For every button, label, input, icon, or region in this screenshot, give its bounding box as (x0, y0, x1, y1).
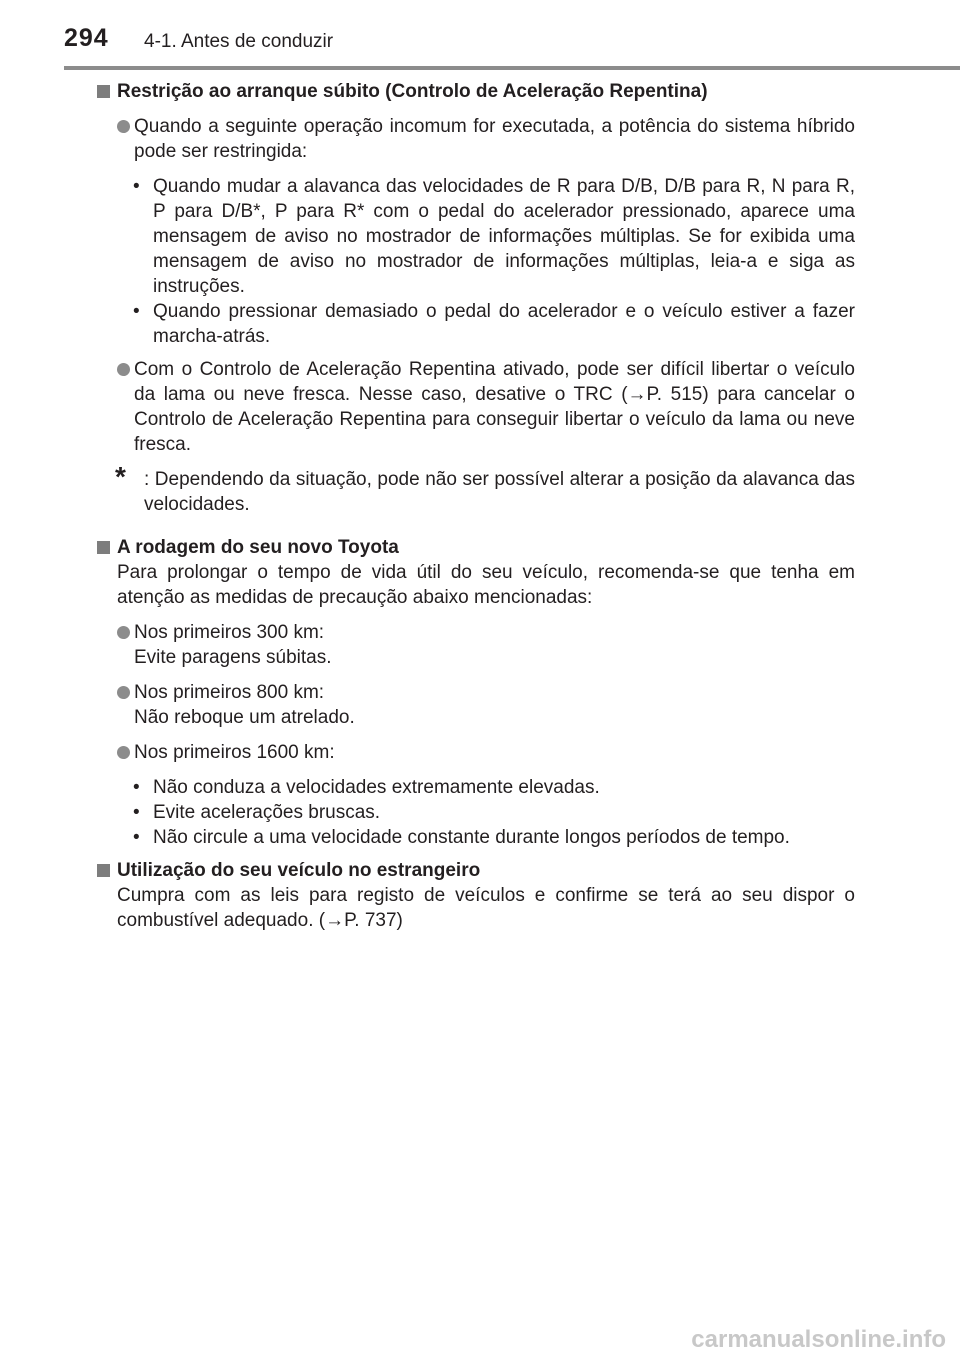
sub-item-text: Quando pressionar demasiado o pedal do acelerador e o veículo estiver a fazer marcha-atrás. (153, 301, 855, 347)
heading-text: Restrição ao arranque súbito (Controlo de Aceleração Repentina) (117, 81, 708, 102)
page-content (97, 79, 855, 943)
dot-marker-icon: • (133, 301, 140, 322)
bullet-text: Não reboque um atrelado. (134, 707, 355, 728)
section-intro: Para prolongar o tempo de vida útil do seu veículo, recomenda-se que tenha em atenção as medidas de precaução abaixo mencionadas: (117, 562, 855, 608)
section-heading (97, 79, 855, 104)
sub-list-item (97, 299, 855, 349)
page-number: 294 (64, 24, 109, 52)
sub-list (97, 174, 855, 349)
sub-item-text: Quando mudar a alavanca das velocidades de R para D/B, D/B para R, N para R, P para D/B*, P para R* com o pedal do acelerador pressionado, aparece uma mensagem de aviso no mostrador de informações múltiplas. Se for exibida uma mensagem de aviso no mostrador de informações múltiplas, leia-a e siga as instruções. (153, 176, 855, 297)
square-bullet-icon (97, 85, 110, 98)
square-bullet-icon (97, 864, 110, 877)
bullet-title: Nos primeiros 800 km: (134, 682, 325, 703)
square-bullet-icon (97, 541, 110, 554)
circle-bullet-icon (117, 626, 130, 639)
section-abroad (97, 858, 855, 933)
header-divider (64, 66, 960, 70)
bullet-text: Com o Controlo de Aceleração Repentina ativado, pode ser difícil libertar o veículo da lama ou neve fresca. Nesse caso, desative o TRC (→P. 515) para cancelar o Controlo de Aceleração Repentina para conseguir libertar o veículo da lama ou neve fresca. (134, 359, 855, 455)
bullet-text: Evite paragens súbitas. (134, 647, 332, 668)
bullet-title: Nos primeiros 300 km: (134, 622, 325, 643)
sub-item-text: Não circule a uma velocidade constante durante longos períodos de tempo. (153, 827, 790, 848)
section-title: 4-1. Antes de conduzir (144, 31, 334, 52)
sub-list-item (97, 775, 855, 800)
dot-marker-icon: • (133, 802, 140, 823)
sub-list-item (97, 825, 855, 850)
section-intro: Cumpra com as leis para registo de veículos e confirme se terá ao seu dispor o combustível adequado. (→P. 737) (117, 885, 855, 931)
bullet-title: Nos primeiros 1600 km: (134, 742, 335, 763)
dot-marker-icon: • (133, 827, 140, 848)
page-header (0, 0, 960, 70)
sub-list-item (97, 800, 855, 825)
circle-bullet-icon (117, 120, 130, 133)
dot-marker-icon: • (133, 777, 140, 798)
sub-item-text: Não conduza a velocidades extremamente elevadas. (153, 777, 600, 798)
list-item (97, 620, 855, 670)
bullet-text: Quando a seguinte operação incomum for executada, a potência do sistema híbrido pode ser restringida: (134, 116, 855, 162)
list-item (97, 680, 855, 730)
section-heading (97, 858, 855, 883)
footnote (97, 461, 855, 517)
list-item (97, 357, 855, 457)
section-sudden-start (97, 79, 855, 517)
circle-bullet-icon (117, 686, 130, 699)
section-heading (97, 535, 855, 560)
footnote-text: : Dependendo da situação, pode não ser possível alterar a posição da alavanca das velocidades. (144, 469, 855, 515)
dot-marker-icon: • (133, 176, 140, 197)
sub-list (97, 775, 855, 850)
watermark: carmanualsonline.info (691, 1326, 946, 1353)
heading-text: A rodagem do seu novo Toyota (117, 537, 399, 558)
heading-text: Utilização do seu veículo no estrangeiro (117, 860, 481, 881)
circle-bullet-icon (117, 746, 130, 759)
section-break-in (97, 535, 855, 850)
sub-list-item (97, 174, 855, 299)
footnote-marker: * (115, 461, 126, 492)
list-item (97, 740, 855, 765)
sub-item-text: Evite acelerações bruscas. (153, 802, 381, 823)
list-item (97, 114, 855, 164)
circle-bullet-icon (117, 363, 130, 376)
